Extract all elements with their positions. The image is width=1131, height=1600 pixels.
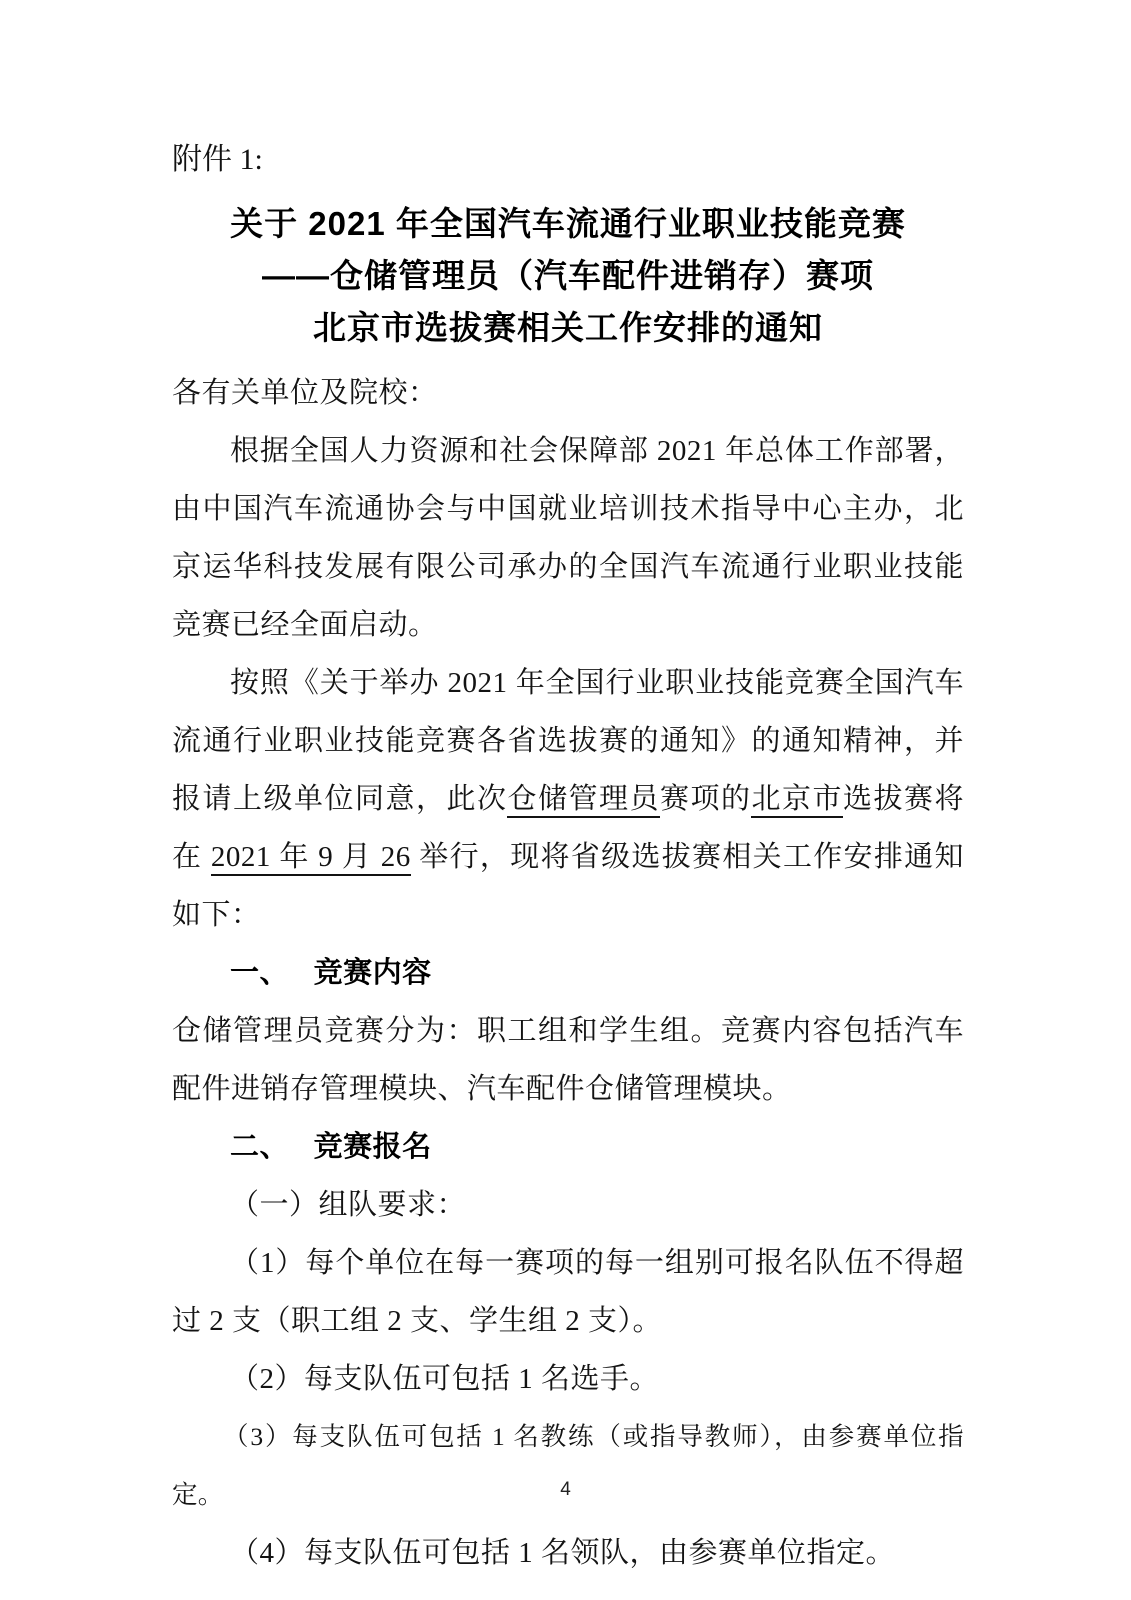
document-title-line-3: 北京市选拔赛相关工作安排的通知 — [313, 309, 823, 346]
section-1-number: 一、 — [230, 957, 290, 989]
list-item-3: （3）每支队伍可包括 1 名教练（或指导教师），由参赛单位指定。 — [172, 1422, 964, 1509]
underlined-city-name: 北京市 — [751, 783, 843, 818]
section-2-heading — [172, 1118, 964, 1176]
basis-paragraph-text: 按照《关于举办 2021 年全国行业职业技能竞赛全国汽车流通行业职业技能竞赛各省选拔赛的通知》的通知精神，并报请上级单位同意，此次 — [172, 667, 964, 815]
section-1-heading — [172, 944, 964, 1002]
list-item-2: （2）每支队伍可包括 1 名选手。 — [230, 1363, 660, 1395]
document-title-line-2: ——仓储管理员（汽车配件进销存）赛项 — [262, 257, 874, 294]
attachment-label: 附件 1: — [172, 143, 263, 176]
basis-paragraph-text: 赛项的 — [659, 783, 752, 815]
list-item-team-requirements: （一）组队要求： — [230, 1189, 467, 1221]
opening-paragraph: 根据全国人力资源和社会保障部 2021 年总体工作部署，由中国汽车流通协会与中国就业培训技术指导中心主办，北京运华科技发展有限公司承办的全国汽车流通行业职业技能竞赛已经全面启动。 — [172, 435, 964, 641]
section-2-title: 竞赛报名 — [313, 1131, 432, 1163]
page-number: 4 — [560, 1479, 571, 1500]
underlined-event-name: 仓储管理员 — [507, 783, 660, 818]
basis-paragraph — [172, 654, 964, 944]
basis-paragraph-text: 选拔赛将在 — [172, 783, 964, 873]
document-body — [172, 364, 964, 1582]
list-item-4: （4）每支队伍可包括 1 名领队，由参赛单位指定。 — [230, 1537, 896, 1569]
document-title-line-1: 关于 2021 年全国汽车流通行业职业技能竞赛 — [230, 205, 906, 242]
salutation: 各有关单位及院校： — [172, 377, 438, 409]
document-title — [172, 198, 964, 354]
underlined-date: 2021 年 9 月 26 — [211, 841, 411, 876]
basis-paragraph-text: 举行，现将省级选拔赛相关工作安排通知如下： — [172, 841, 964, 931]
section-1-title: 竞赛内容 — [313, 957, 432, 989]
list-item-1: （1）每个单位在每一赛项的每一组别可报名队伍不得超过 2 支（职工组 2 支、学生组 2 支）。 — [172, 1247, 964, 1337]
section-2-number: 二、 — [230, 1131, 290, 1163]
section-1-paragraph: 仓储管理员竞赛分为：职工组和学生组。竞赛内容包括汽车配件进销存管理模块、汽车配件仓储管理模块。 — [172, 1015, 964, 1105]
